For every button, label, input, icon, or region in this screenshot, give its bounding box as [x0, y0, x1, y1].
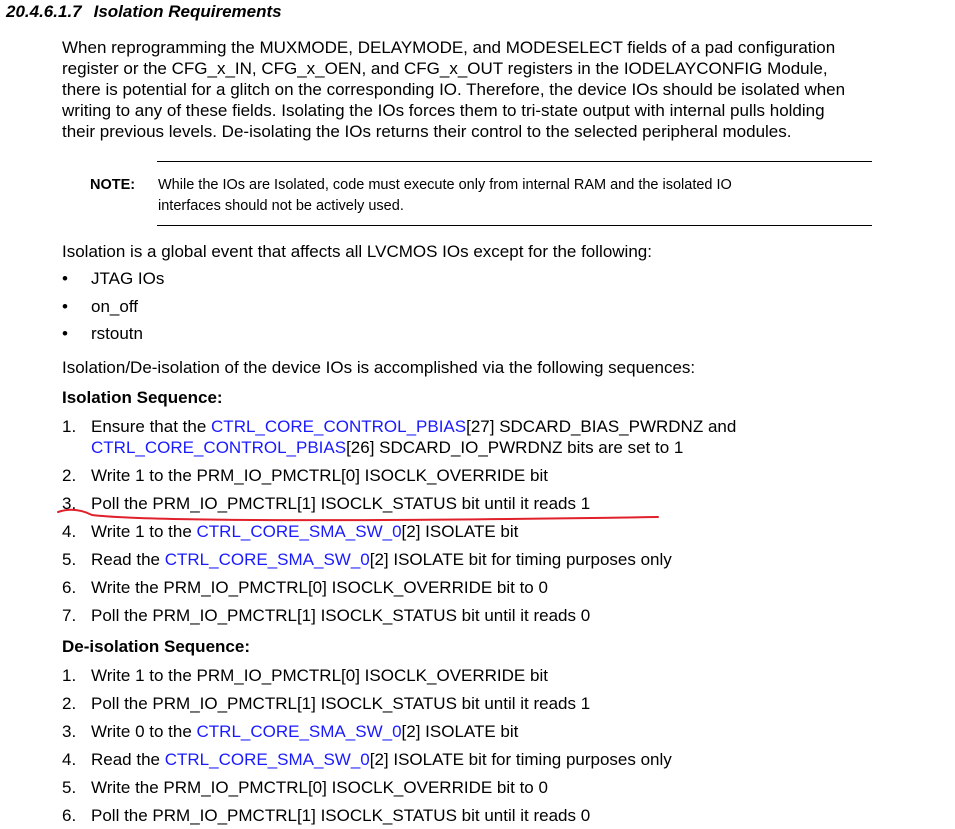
- deisolation-step: 5. Write the PRM_IO_PMCTRL[0] ISOCLK_OVERRIDE bit to 0: [62, 778, 548, 797]
- deisolation-step: 4. Read the CTRL_CORE_SMA_SW_0[2] ISOLATE bit for timing purposes only: [62, 750, 672, 769]
- isolation-step: 7. Poll the PRM_IO_PMCTRL[1] ISOCLK_STATUS bit until it reads 0: [62, 606, 591, 625]
- isolation-step: 6. Write the PRM_IO_PMCTRL[0] ISOCLK_OVERRIDE bit to 0: [62, 578, 548, 597]
- register-link[interactable]: CTRL_CORE_SMA_SW_0: [164, 750, 370, 769]
- section-number: 20.4.6.1.7: [6, 2, 82, 21]
- register-link[interactable]: CTRL_CORE_CONTROL_PBIAS: [211, 417, 467, 436]
- note-top-rule: [157, 161, 872, 162]
- deisolation-step: 1. Write 1 to the PRM_IO_PMCTRL[0] ISOCLK_OVERRIDE bit: [62, 666, 548, 685]
- list-item: • on_off: [62, 297, 138, 316]
- section-title: [6, 2, 282, 22]
- sequences-intro: Isolation/De-isolation of the device IOs is accomplished via the following sequences:: [62, 358, 696, 377]
- note-label: NOTE:: [90, 177, 136, 193]
- intro-line: writing to any of these fields. Isolating the IOs forces them to tri-state output with internal pulls holding: [62, 101, 825, 120]
- bullet-icon: •: [62, 324, 68, 343]
- register-link[interactable]: CTRL_CORE_CONTROL_PBIAS: [91, 438, 347, 457]
- bullet-icon: •: [62, 297, 68, 316]
- intro-line: there is potential for a glitch on the corresponding IO. Therefore, the device IOs should be isolated when: [62, 80, 846, 99]
- intro-line: their previous levels. De-isolating the IOs returns their control to the selected peripheral modules.: [62, 122, 792, 141]
- bullet-icon: •: [62, 269, 68, 288]
- isolation-step: 1. Ensure that the CTRL_CORE_CONTROL_PBIAS[27] SDCARD_BIAS_PWRDNZ and CTRL_CORE_CONTROL_PBIAS[26] SDCARD_IO_PWRDNZ bits are set to 1: [62, 417, 737, 457]
- note-text-line2: interfaces should not be actively used.: [158, 198, 404, 214]
- register-link[interactable]: CTRL_CORE_SMA_SW_0: [164, 550, 370, 569]
- deisolation-step: 6. Poll the PRM_IO_PMCTRL[1] ISOCLK_STATUS bit until it reads 0: [62, 806, 591, 825]
- intro-line: register or the CFG_x_IN, CFG_x_OEN, and CFG_x_OUT registers in the IODELAYCONFIG Module,: [62, 59, 828, 78]
- note-box: [90, 175, 732, 217]
- note-bottom-rule: [157, 225, 872, 226]
- isolation-step: 2. Write 1 to the PRM_IO_PMCTRL[0] ISOCLK_OVERRIDE bit: [62, 466, 548, 485]
- isolation-heading: Isolation Sequence:: [62, 388, 223, 407]
- note-text-line1: While the IOs are Isolated, code must execute only from internal RAM and the isolated IO: [158, 177, 732, 193]
- register-link[interactable]: CTRL_CORE_SMA_SW_0: [196, 722, 402, 741]
- deisolation-heading: De-isolation Sequence:: [62, 637, 250, 656]
- intro-line: When reprogramming the MUXMODE, DELAYMODE, and MODESELECT fields of a pad configuration: [62, 38, 836, 57]
- deisolation-step: 3. Write 0 to the CTRL_CORE_SMA_SW_0[2] ISOLATE bit: [62, 722, 519, 741]
- list-item: • JTAG IOs: [62, 269, 165, 288]
- deisolation-step: 2. Poll the PRM_IO_PMCTRL[1] ISOCLK_STATUS bit until it reads 1: [62, 694, 591, 713]
- register-link[interactable]: CTRL_CORE_SMA_SW_0: [196, 522, 402, 541]
- isolation-step: 4. Write 1 to the CTRL_CORE_SMA_SW_0[2] ISOLATE bit: [62, 522, 519, 541]
- global-event-text: Isolation is a global event that affects all LVCMOS IOs except for the following:: [62, 242, 652, 261]
- section-heading: Isolation Requirements: [93, 2, 282, 21]
- list-item: • rstoutn: [62, 324, 143, 343]
- isolation-step: 3. Poll the PRM_IO_PMCTRL[1] ISOCLK_STATUS bit until it reads 1: [62, 494, 591, 513]
- intro-paragraph: [62, 37, 952, 142]
- isolation-step: 5. Read the CTRL_CORE_SMA_SW_0[2] ISOLATE bit for timing purposes only: [62, 550, 672, 569]
